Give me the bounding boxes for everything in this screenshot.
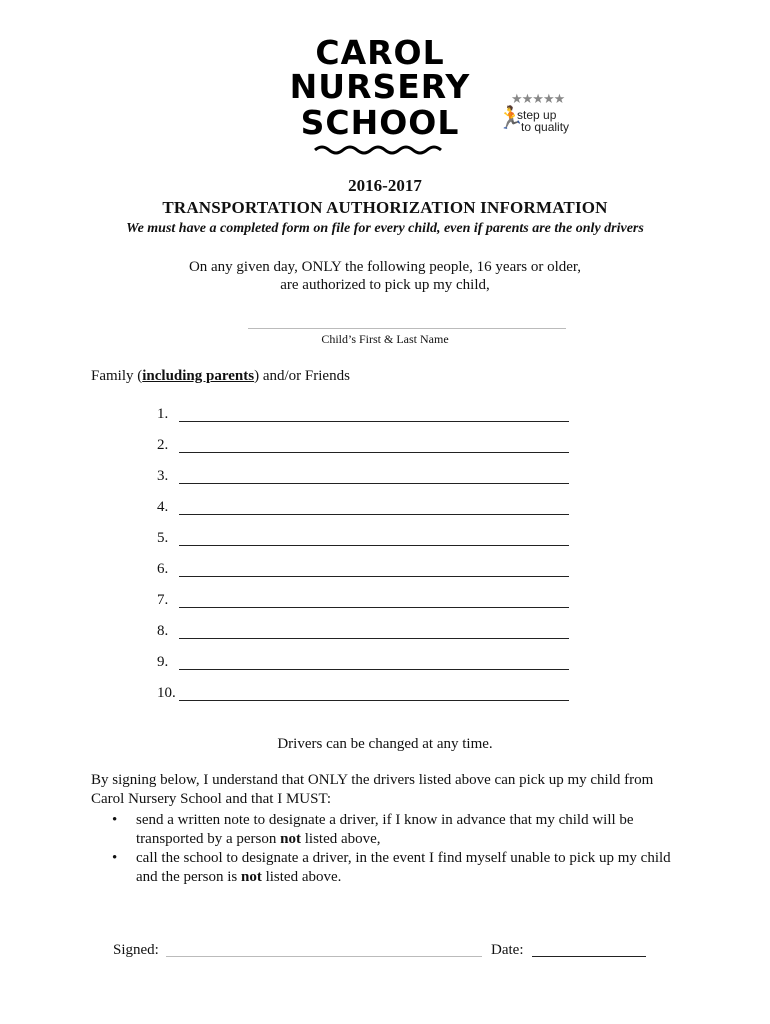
step-up-to-quality-badge — [497, 92, 579, 140]
bullet-2-text: and the person is — [136, 869, 241, 885]
signature-field[interactable] — [166, 956, 482, 957]
driver-name-field[interactable] — [179, 421, 569, 422]
driver-row — [157, 592, 577, 612]
family-emphasis: including parents — [142, 368, 255, 384]
driver-name-field[interactable] — [179, 514, 569, 515]
drivers-note: Drivers can be changed at any time. — [277, 736, 493, 752]
family-prefix: Family ( — [91, 368, 143, 384]
logo-wave-icon — [313, 144, 443, 156]
bullet-2-line-1: call the school to designate a driver, in the event I find myself unable to pick up my child — [136, 850, 671, 866]
driver-number: 7. — [157, 592, 169, 608]
driver-name-field[interactable] — [179, 452, 569, 453]
bullet-1-emphasis: not — [280, 831, 301, 847]
driver-number: 1. — [157, 406, 169, 422]
driver-row — [157, 685, 577, 705]
bullet-1-text: transported by a person — [136, 831, 281, 847]
intro-line-1: On any given day, ONLY the following people, 16 years or older, — [188, 259, 582, 275]
driver-row — [157, 499, 577, 519]
driver-number: 2. — [157, 437, 169, 453]
badge-line-1: step up — [517, 108, 557, 122]
child-figure-icon: 🏃 — [497, 106, 525, 131]
logo-line-3: SCHOOL — [300, 103, 460, 142]
date-label: Date: — [491, 942, 524, 958]
bullet-icon: • — [112, 850, 118, 866]
driver-name-field[interactable] — [179, 700, 569, 701]
driver-name-field[interactable] — [179, 483, 569, 484]
intro-line-2: are authorized to pick up my child, — [280, 277, 490, 293]
child-name-label: Child’s First & Last Name — [321, 332, 449, 346]
driver-name-field[interactable] — [179, 638, 569, 639]
date-field[interactable] — [532, 956, 646, 957]
driver-number: 5. — [157, 530, 169, 546]
driver-row — [157, 530, 577, 550]
driver-name-field[interactable] — [179, 576, 569, 577]
driver-row — [157, 654, 577, 674]
stars-icon: ★★★★★ — [511, 92, 565, 107]
driver-number: 3. — [157, 468, 169, 484]
bullet-1-text-end: listed above, — [300, 831, 381, 847]
family-heading — [91, 368, 350, 385]
child-name-field[interactable] — [248, 328, 566, 329]
driver-number: 9. — [157, 654, 169, 670]
driver-number: 10. — [157, 685, 176, 701]
agreement-paragraph — [91, 771, 691, 809]
bullet-item — [112, 849, 712, 887]
logo-line-2: NURSERY — [289, 67, 471, 106]
bullet-2-emphasis: not — [240, 869, 262, 885]
agreement-line-1: By signing below, I understand that ONLY the drivers listed above can pick up my child from — [91, 772, 654, 788]
driver-name-field[interactable] — [179, 607, 569, 608]
agreement-bullets — [112, 811, 712, 887]
driver-number: 6. — [157, 561, 169, 577]
carol-nursery-school-logo — [285, 32, 475, 152]
badge-line-2: to quality — [521, 120, 570, 134]
form-title: TRANSPORTATION AUTHORIZATION INFORMATION — [162, 198, 608, 217]
driver-number: 4. — [157, 499, 169, 515]
bullet-item — [112, 811, 712, 849]
driver-row — [157, 437, 577, 457]
bullet-2-text-end: listed above. — [261, 869, 342, 885]
bullet-icon: • — [112, 812, 118, 828]
bullet-1-line-2 — [136, 830, 712, 849]
form-subtitle: We must have a completed form on file for every child, even if parents are the only drivers — [126, 221, 644, 236]
driver-number: 8. — [157, 623, 169, 639]
driver-row — [157, 406, 577, 426]
driver-row — [157, 623, 577, 643]
driver-name-field[interactable] — [179, 545, 569, 546]
driver-row — [157, 468, 577, 488]
bullet-1-line-1: send a written note to designate a driver, if I know in advance that my child will be — [136, 812, 634, 828]
signed-label: Signed: — [113, 942, 159, 958]
bullet-2-line-2 — [136, 868, 712, 887]
driver-row — [157, 561, 577, 581]
family-suffix: ) and/or Friends — [254, 368, 350, 384]
school-year: 2016-2017 — [348, 176, 422, 195]
driver-name-field[interactable] — [179, 669, 569, 670]
logo-line-1: CAROL — [315, 33, 445, 72]
agreement-line-2: Carol Nursery School and that I MUST: — [91, 791, 332, 807]
